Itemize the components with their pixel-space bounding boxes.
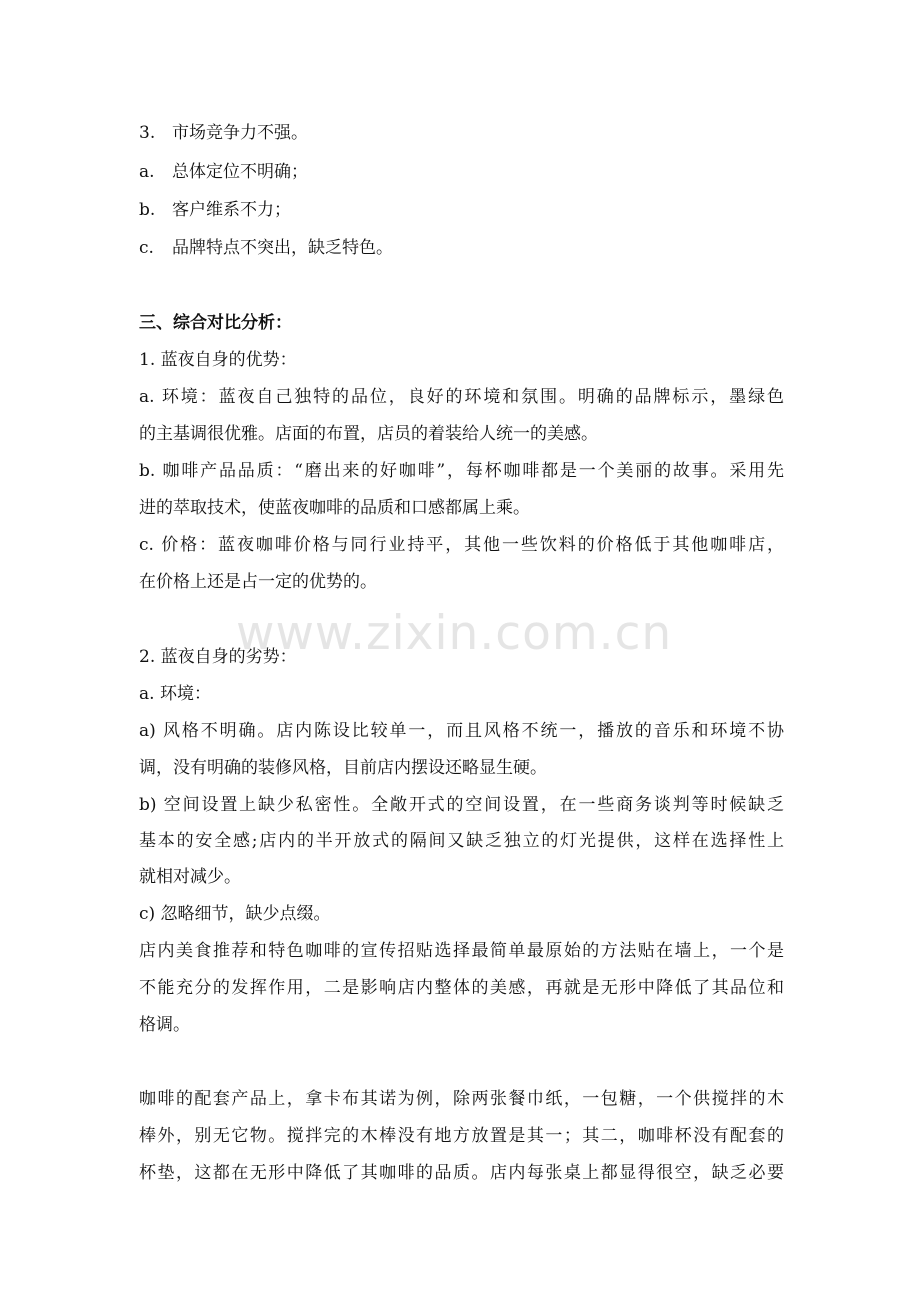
list-item — [139, 199, 784, 221]
list-item — [139, 122, 784, 144]
paragraph-line: 基本的安全感;店内的半开放式的隔间又缺乏独立的灯光提供，这样在选择性上 — [139, 831, 784, 851]
list-item — [139, 237, 784, 259]
paragraph-line: a. 环境： — [139, 684, 211, 704]
paragraph-line: b. 咖啡产品品质：“磨出来的好咖啡”，每杯咖啡都是一个美丽的故事。采用先 — [139, 461, 784, 481]
paragraph-line: c. 价格：蓝夜咖啡价格与同行业持平，其他一些饮料的价格低于其他咖啡店， — [139, 535, 784, 555]
paragraph-line: 不能充分的发挥作用，二是影响店内整体的美感，再就是无形中降低了其品位和 — [139, 978, 784, 998]
list-item-text: 总体定位不明确； — [172, 162, 308, 182]
paragraph-line: 杯垫，这都在无形中降低了其咖啡的品质。店内每张桌上都显得很空，缺乏必要 — [139, 1163, 784, 1183]
list-item-text: 市场竞争力不强。 — [172, 123, 308, 143]
paragraph-line: 店内美食推荐和特色咖啡的宣传招贴选择最简单最原始的方法贴在墙上，一个是 — [139, 941, 784, 961]
paragraph-line: 格调。 — [139, 1015, 190, 1035]
paragraph-line: 棒外，别无它物。搅拌完的木棒没有地方放置是其一；其二，咖啡杯没有配套的 — [139, 1126, 784, 1146]
paragraph-line: 在价格上还是占一定的优势的。 — [139, 572, 377, 592]
subsection-title: 1. 蓝夜自身的优势： — [139, 350, 297, 370]
subsection-title: 2. 蓝夜自身的劣势： — [139, 647, 297, 667]
list-marker: c. — [139, 238, 154, 258]
paragraph-line: 咖啡的配套产品上，拿卡布其诺为例，除两张餐巾纸，一包糖，一个供搅拌的木 — [139, 1089, 784, 1109]
paragraph-line: a. 环境：蓝夜自己独特的品位，良好的环境和氛围。明确的品牌标示，墨绿色 — [139, 387, 784, 407]
section-heading: 三、综合对比分析： — [139, 313, 292, 333]
paragraph-line: a) 风格不明确。店内陈设比较单一，而且风格不统一，播放的音乐和环境不协 — [139, 721, 784, 741]
list-item-text: 客户维系不力； — [172, 200, 291, 220]
paragraph-line: c) 忽略细节，缺少点缀。 — [139, 904, 331, 924]
list-item — [139, 161, 784, 183]
list-item-text: 品牌特点不突出，缺乏特色。 — [172, 238, 393, 258]
watermark: www.zixin.com.cn — [236, 606, 673, 661]
list-marker: b. — [139, 200, 156, 220]
paragraph-line: b) 空间设置上缺少私密性。全敞开式的空间设置，在一些商务谈判等时候缺乏 — [139, 795, 784, 815]
list-marker: a. — [139, 162, 155, 182]
paragraph-line: 就相对减少。 — [139, 867, 241, 887]
paragraph-line: 的主基调很优雅。店面的布置，店员的着装给人统一的美感。 — [139, 424, 598, 444]
paragraph-line: 调，没有明确的装修风格，目前店内摆设还略显生硬。 — [139, 758, 547, 778]
list-marker: 3. — [139, 123, 156, 143]
paragraph-line: 进的萃取技术，使蓝夜咖啡的品质和口感都属上乘。 — [139, 498, 530, 518]
